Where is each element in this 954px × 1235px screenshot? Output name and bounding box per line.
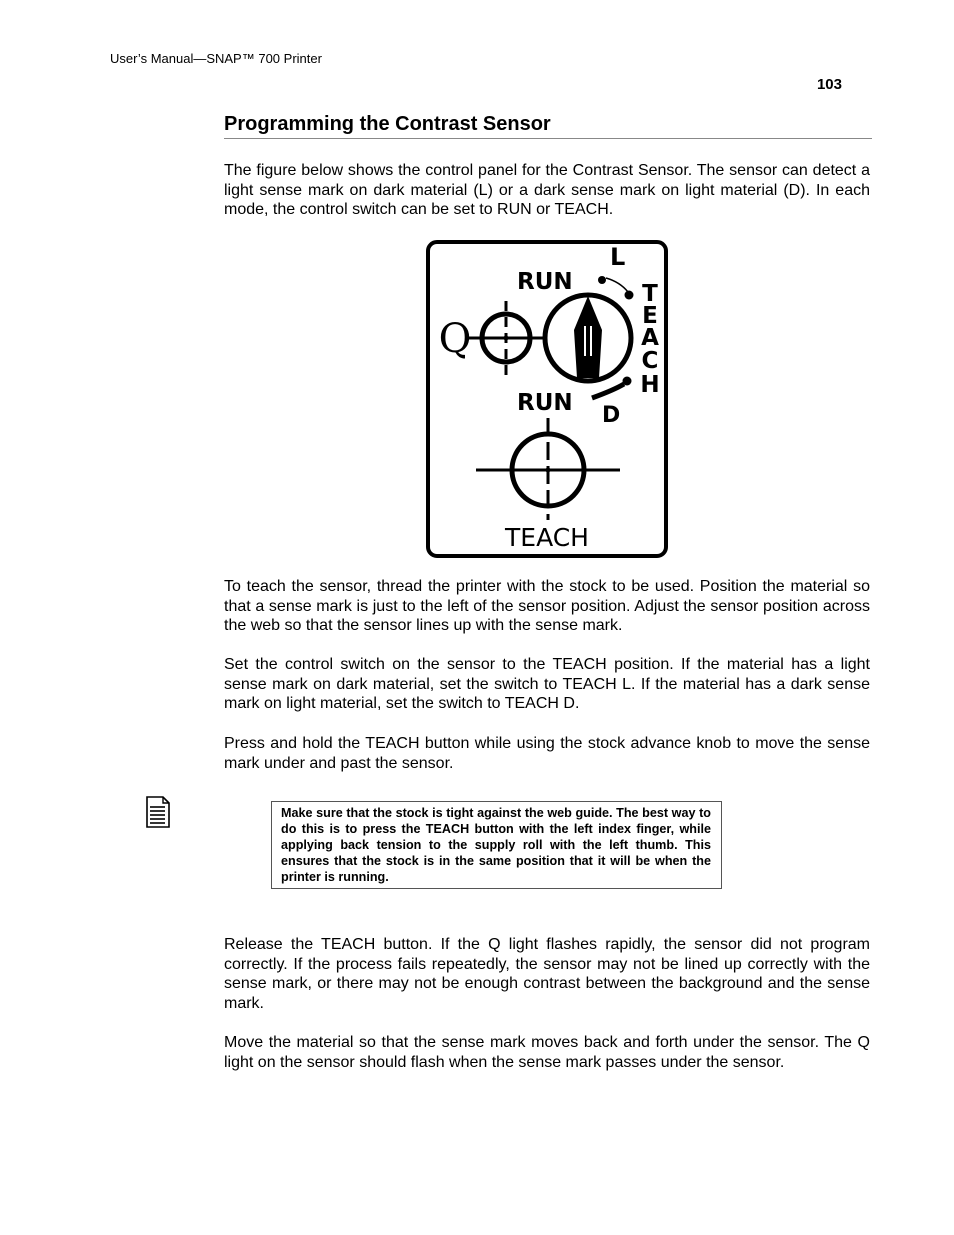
paragraph-release: Release the TEACH button. If the Q light flashes rapidly, the sensor did not program correctly. If the process fails repeatedly, the sensor may not be lined up correctly with the sense mark, or there may not be enough contrast between the background and the sense mark. [224, 936, 870, 1013]
dark-mode-label: D [602, 403, 621, 428]
teach-letter-a: A [641, 325, 659, 351]
run-label-top: RUN [517, 269, 573, 295]
teach-letter-t: T [642, 281, 658, 307]
running-header: User’s Manual—SNAP™ 700 Printer [110, 51, 322, 66]
teach-letter-h: H [640, 372, 660, 398]
teach-letter-e: E [642, 303, 658, 329]
run-label-bottom: RUN [517, 390, 573, 416]
teach-l-dot [625, 291, 634, 300]
document-note-icon [143, 796, 171, 828]
paragraph-switch: Set the control switch on the sensor to the TEACH position. If the material has a light sense mark on dark material, set the switch to TEACH L. If the material has a dark sense mark on light material, set the switch to TEACH D. [224, 656, 870, 713]
mode-selector-knob[interactable] [545, 295, 631, 381]
teach-button-label: TEACH [505, 523, 589, 552]
title-divider [224, 138, 872, 139]
note-box: Make sure that the stock is tight against the web guide. The best way to do this is to press the TEACH button with the left index finger, while applying back tension to the supply roll with the left thumb. This ensures that the stock is in the same position that it will be when the printer is running. [271, 801, 722, 889]
page-number: 103 [816, 76, 842, 93]
q-light-label: Q [438, 316, 472, 362]
run-l-dot [598, 276, 606, 284]
paragraph-move: Move the material so that the sense mark moves back and forth under the sensor. The Q light on the sensor should flash when the sense mark passes under the sensor. [224, 1034, 870, 1071]
light-mode-label: L [610, 243, 626, 271]
contrast-sensor-control-panel [424, 238, 670, 560]
paragraph-intro: The figure below shows the control panel for the Contrast Sensor. The sensor can detect a light sense mark on dark material (L) or a dark sense mark on light material (D). In each mode, the control switch can be set to RUN or TEACH. [224, 162, 870, 219]
paragraph-press: Press and hold the TEACH button while using the stock advance knob to move the sense mark under and past the sensor. [224, 735, 870, 772]
section-title: Programming the Contrast Sensor [224, 113, 551, 135]
paragraph-position: To teach the sensor, thread the printer with the stock to be used. Position the material so that a sense mark is just to the left of the sensor position. Adjust the sensor position across the web so that the sensor lines up with the sense mark. [224, 578, 870, 635]
teach-letter-c: C [641, 348, 659, 374]
